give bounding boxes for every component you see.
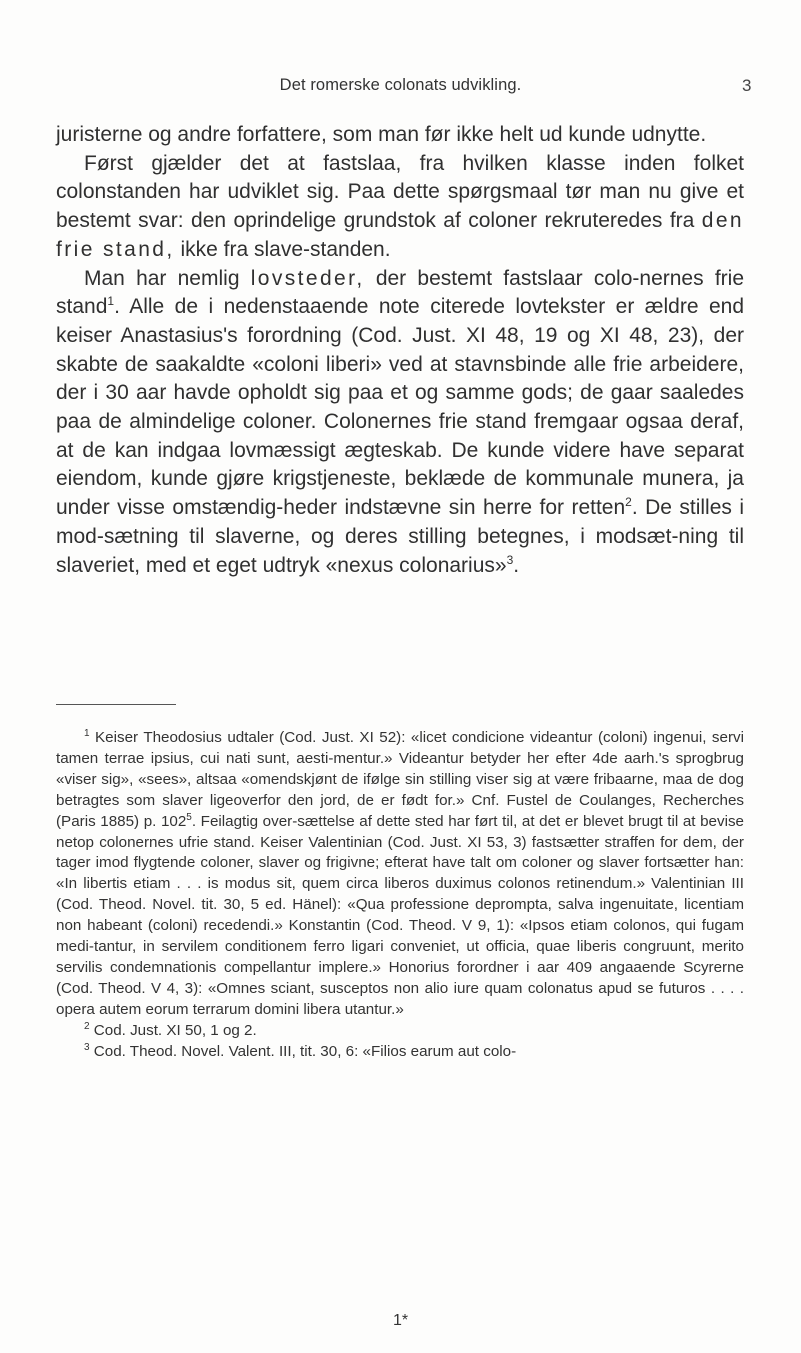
footnote-divider xyxy=(56,704,176,705)
page-number: 3 xyxy=(742,76,752,95)
body-text xyxy=(56,121,744,580)
footnote-2: $^2$ Cod. Just. XI 50, 1 og 2. xyxy=(84,1020,257,1039)
footnote-1: $^1$ Keiser Theodosius udtaler (Cod. Just. XI 52): «licet condicione videantur (coloni) ingenui, servi tamen terrae ipsius, cui nati sunt, aesti-mentur.» Videantur betyder her efter 4de aarh.'s sprogbrug «viser sig», «sees», altsaa «omendskjønt de ifølge sin stilling viser sig at være fribaarne, maa de dog betragtes som slaver ligeoverfor den jord, de er født for.» Cnf. Fustel de Coulanges, Recherches (Paris 1885) p. 102$^5$. Feilagtig over-sættelse af dette sted har ført til, at det er blevet brugt til at bevise netop colonernes ufrie stand. Keiser Valentinian (Cod. Just. XI 53, 3) fastsætter straffen for dem, der tager imod flygtende coloner, slaver og frigivne; efterat have talt om coloner og slaver fortsætter han: «In libertis etiam . . . is modus sit, quem circa liberos duximus colonos retinendum.» Valentinian III (Cod. Theod. Novel. tit. 30, 5 ed. Hänel): «Qua professione deprompta, salva ingenuitate, licentiam non habeant (coloni) recedendi.» Konstantin (Cod. Theod. V 9, 1): «Ipsos etiam colonos, qui fugam medi-tantur, in servilem conditionem ferro ligari conveniet, ut officia, quae liberis congruunt, merito servilis condemnationis compellantur implere.» Honorius forordner i aar 409 angaaende Scyrerne (Cod. Theod. V 4, 3): «Omnes sciant, susceptos non alio iure quam colonatus apud se futuros . . . . opera autem eorum terrarum domini libera utantur.» xyxy=(56,727,744,1018)
edition-superscript: 5 xyxy=(186,811,192,823)
footnote-ref-3[interactable]: 3 xyxy=(506,552,514,567)
footnotes xyxy=(56,728,744,1063)
emphasis-spaced: lovsteder, xyxy=(250,266,365,290)
footnote-mark: 3 xyxy=(84,1041,90,1053)
footnote-3: $^3$ Cod. Theod. Novel. Valent. III, tit. 30, 6: «Filios earum aut colo- xyxy=(84,1041,517,1060)
footnote-mark: 1 xyxy=(84,727,90,739)
paragraph-1: juristerne og andre forfattere, som man før ikke helt ud kunde udnytte. xyxy=(56,123,707,146)
emphasis-spaced: den frie stand, xyxy=(56,209,744,261)
footnote-ref-2[interactable]: 2 xyxy=(625,495,632,510)
footnote-mark: 2 xyxy=(84,1020,90,1032)
paragraph-3: Man har nemlig lovsteder, der bestemt fastslaar colo-nernes frie stand$^1$. Alle de i nedenstaaende note citerede lovtekster er ældre end keiser Anastasius's forordning (Cod. Just. XI 48, 19 og XI 48, 23), der skabte de saakaldte «coloni liberi» ved at stavnsbinde alle frie arbeidere, der i 30 aar havde opholdt sig paa et og samme gods; de gaar saaledes paa de almindelige coloner. Colonernes frie stand fremgaar ogsaa deraf, at de kan indgaa lovmæssigt ægteskab. De kunde videre have separat eiendom, kunde gjøre krigstjeneste, beklæde de kommunale munera, ja under visse omstændig-heder indstævne sin herre for retten$^2$. De stilles i mod-sætning til slaverne, og deres stilling betegnes, i modsæt-ning til slaveriet, med et eget udtryk «nexus colonarius»$^3$. xyxy=(56,266,745,577)
footnote-ref-1[interactable]: 1 xyxy=(107,294,115,309)
printer-signature-mark: 1* xyxy=(392,1312,409,1329)
running-head: Det romerske colonats udvikling. xyxy=(279,76,522,94)
paragraph-2: Først gjælder det at fastslaa, fra hvilken klasse inden folket colonstanden har udviklet sig. Paa dette spørgsmaal tør man nu give et bestemt svar: den oprindelige grundstok af coloner rekruteredes fra den frie stand, ikke fra slave-standen. xyxy=(56,151,744,261)
